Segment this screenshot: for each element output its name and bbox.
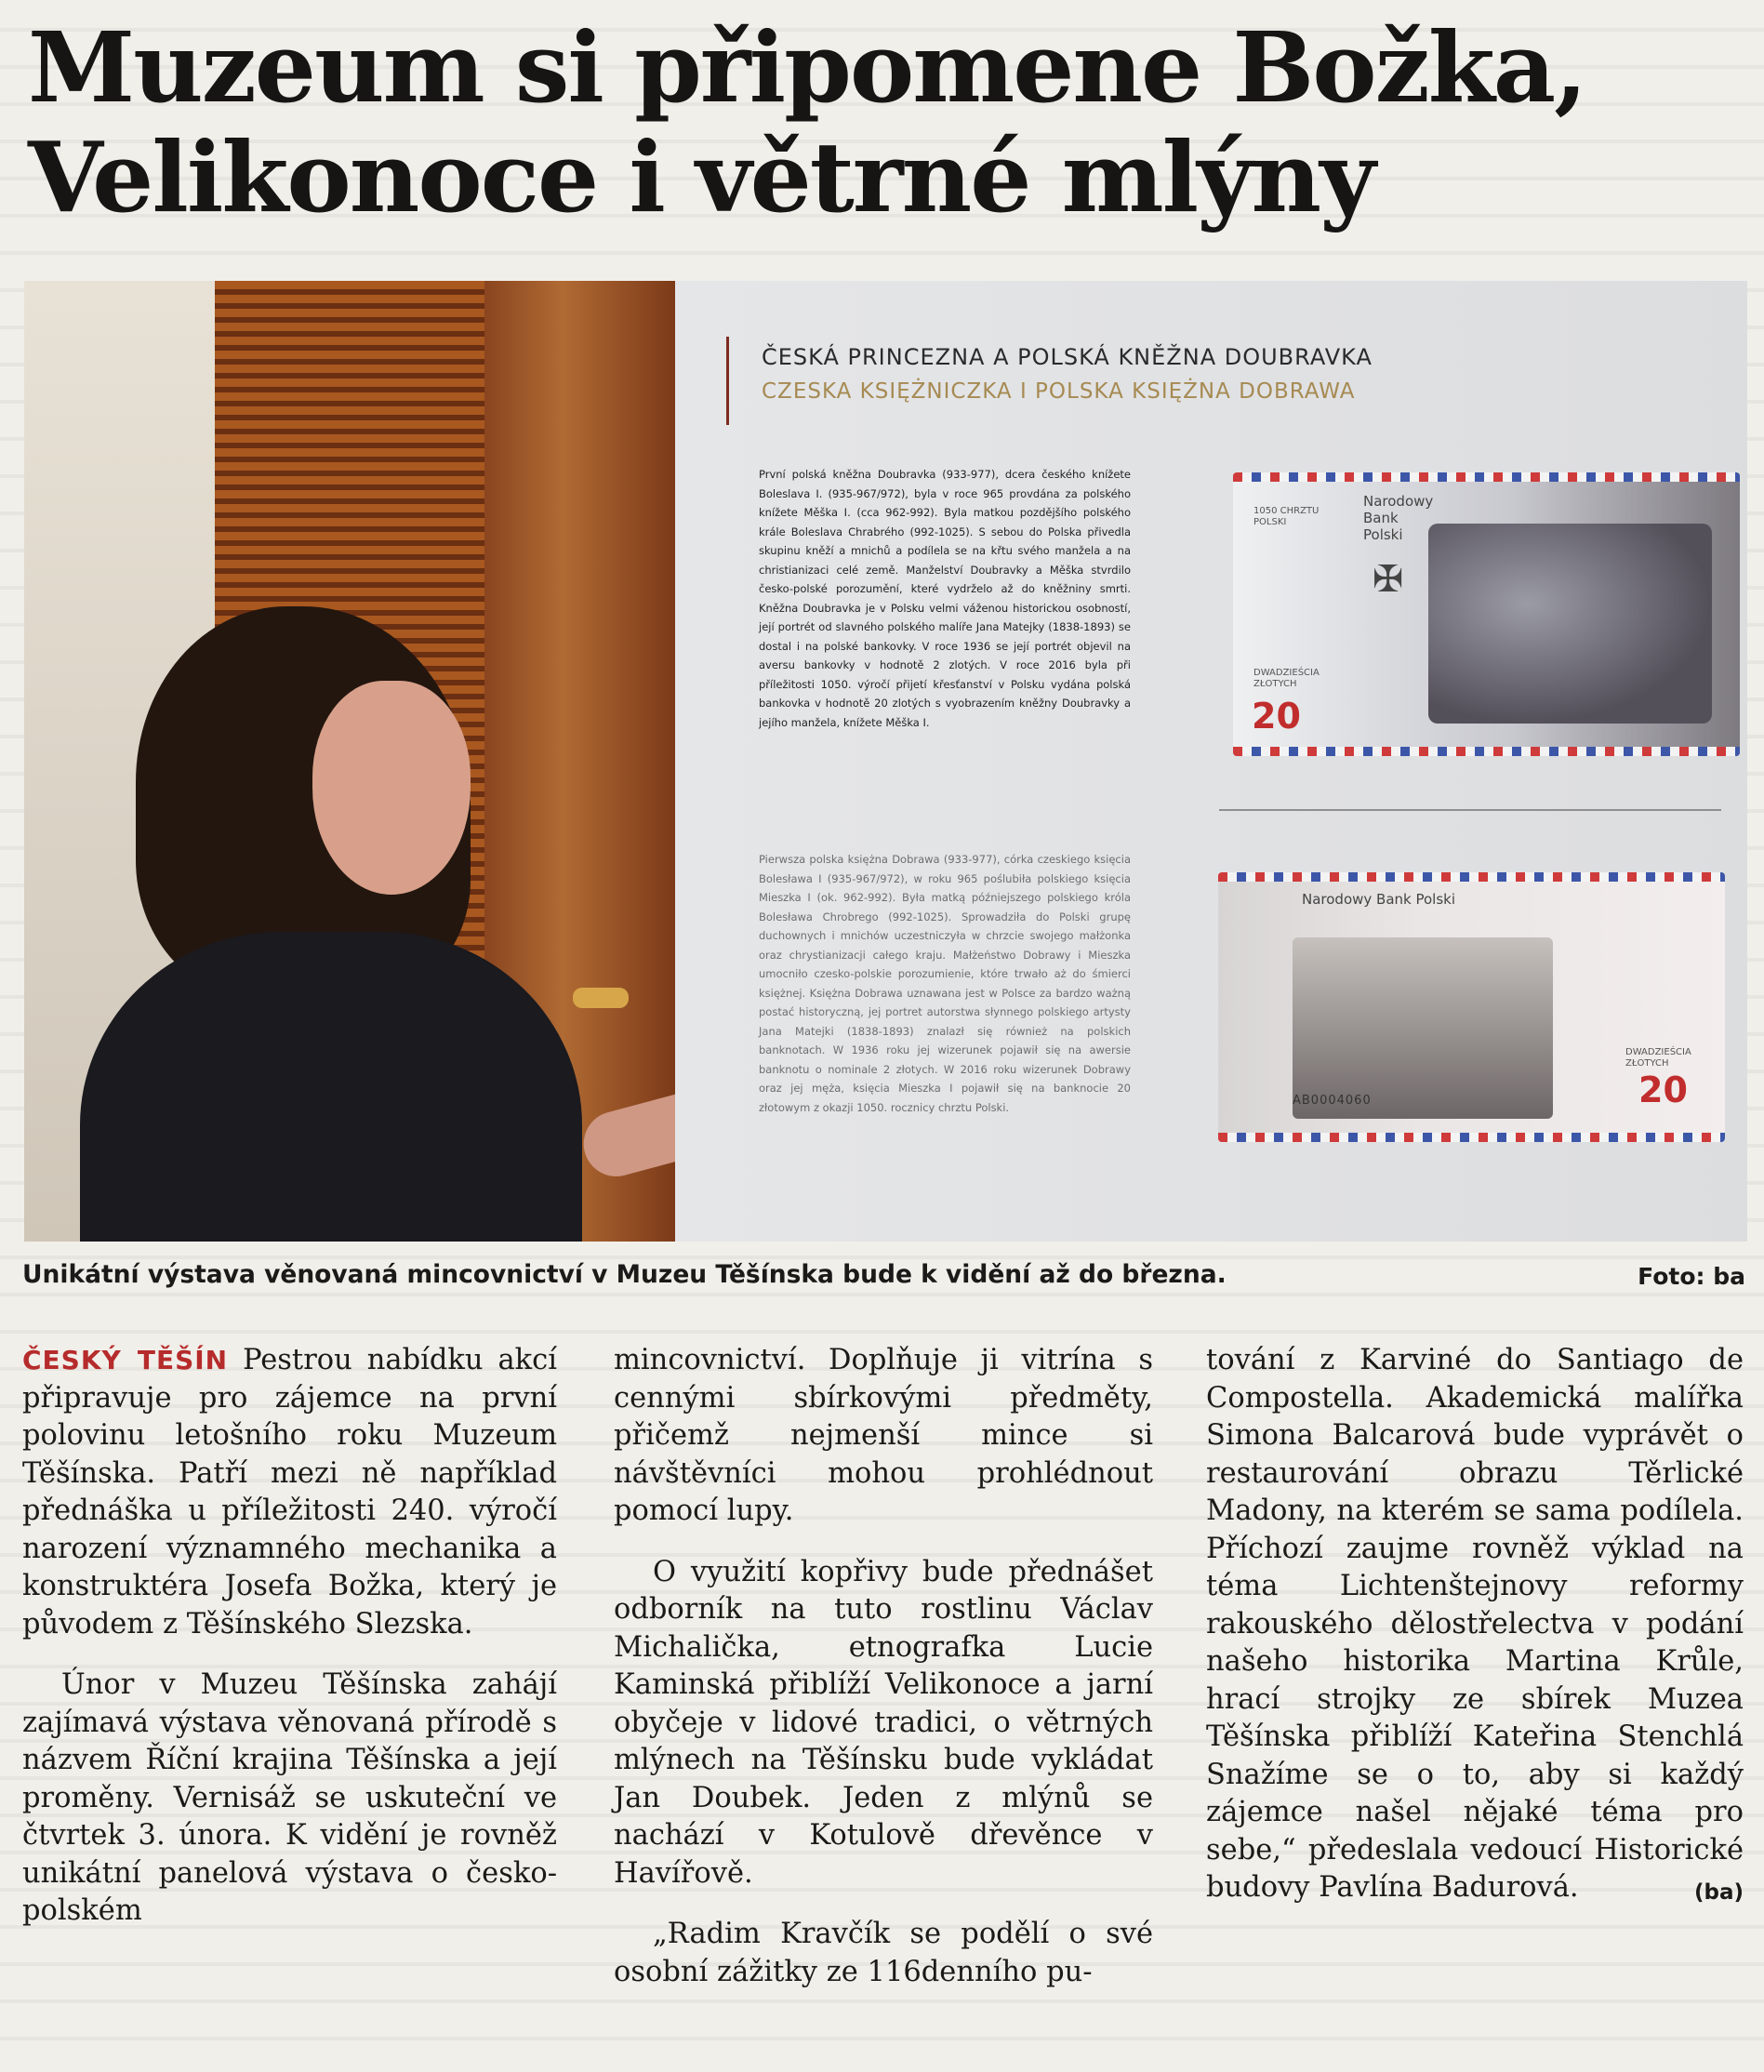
headline [28, 10, 1757, 234]
paragraph: tování z Karviné do Santiago de Compostella. Akademická malířka Simona Balcarová bude vyprávět o restaurování obrazu Těrlické Madony, na kterém se sama podílela. Příchozí zaujme rovněž výklad na téma Lichtenštejnovy reformy rakouského dělostřelectva v podání našeho historika Martina Krůle, hrací strojky ze sbírek Muzea Těšínska přiblíží Kateřina Stenchlá Snažíme se o to, aby si každý zájemce našel nějaké téma pro sebe,“ předeslala vedoucí Historické budovy Pavlína Badurová. [1206, 1344, 1744, 1904]
dateline: ČESKÝ TĚŠÍN [22, 1345, 229, 1375]
paragraph: O využití kopřivy bude přednášet odborník na tuto rostlinu Václav Michalička, etnografka Lucie Kaminská přiblíží Velikonoce a jarní obyčeje v lidové tradici, o větrných mlýnech na Těšínsku bude vykládat Jan Doubek. Jeden z mlýnů se nachází v Kotulově dřevěnce v Havířově. [614, 1555, 1153, 1890]
panel-divider [1219, 809, 1721, 811]
banknote-back [1218, 872, 1725, 1142]
exhibition-panel [675, 281, 1747, 1242]
banknote-serial: AB0004060 [1293, 1094, 1372, 1108]
headline-line-2: Velikonoce i větrné mlýny [28, 120, 1374, 234]
banknote-portraits [1428, 524, 1712, 724]
banknote-front [1233, 472, 1740, 756]
article-photo [24, 281, 1747, 1242]
banknote-denomination-text: DWADZIEŚCIA ZŁOTYCH [1253, 668, 1320, 689]
article-column-1 [22, 1342, 557, 1931]
banknote-church-illustration [1293, 937, 1553, 1119]
paragraph-text: Pestrou nabídku akcí připravuje pro zájemce na první polovinu letošního roku Muzeum Těšínska. Patří mezi ně například přednáška u příležitosti 240. výročí narození významného mechanika a konstruktéra Josefa Božka, který je původem z Těšínského Slezska. [22, 1344, 557, 1640]
woman-figure [80, 932, 582, 1242]
author-signature: (ba) [1693, 1879, 1744, 1905]
headline-line-1: Muzeum si připomene Božka, [28, 10, 1586, 125]
banknote-value: 20 [1252, 696, 1301, 737]
photo-caption: Unikátní výstava věnovaná mincovnictví v Muzeu Těšínska bude k vidění až do března. [22, 1260, 1227, 1289]
photo-credit: Foto: ba [1638, 1263, 1745, 1290]
paragraph: „Radim Kravčík se podělí o své osobní zážitky ze 116denního pu- [614, 1918, 1153, 1988]
paragraph [22, 1342, 557, 1643]
banknote-bank-name: Narodowy Bank Polski [1363, 493, 1434, 543]
article-column-3 [1206, 1342, 1744, 1911]
article-column-2 [614, 1342, 1153, 1991]
panel-subtitle: CZESKA KSIĘŻNICZKA I POLSKA KSIĘŻNA DOBRAWA [762, 379, 1356, 404]
panel-title: ČESKÁ PRINCEZNA A POLSKÁ KNĚŽNA DOUBRAVKA [762, 344, 1373, 370]
paragraph: mincovnictví. Doplňuje ji vitrína s cennými sbírkovými předměty, přičemž nejmenší mince si návštěvníci mohou prohlédnout pomocí lupy. [614, 1344, 1153, 1527]
panel-text-polish: Pierwsza polska księżna Dobrawa (933-977), córka czeskiego księcia Bolesława I (935-967/972), w roku 965 poślubiła polskiego księcia Mieszka I (ok. 962-992). Była matką późniejszego polskiego króla Bolesława Chrobrego (992-1025). Sprowadziła do Polski grupę duchownych i mnichów uczestniczyła w chrzcie swojego małżonka oraz chrystianizacji całego kraju. Małżeństwo Dobrawy i Mieszka umocniło czesko-polskie porozumienie, które trwało aż do śmierci księżnej. Księżna Dobrawa uznawana jest w Polsce za bardzo ważną postać historyczną, jej portret autorstwa słynnego polskiego artysty Jana Matejki (1838-1893) znalazł się również na polskich banknotach. W 1936 roku jej wizerunek pojawił się na awersie banknotu o nominale 2 złotych. W 2016 roku wizerunek Dobrawy oraz jej męża, księcia Mieszka I pojawił się na banknocie 20 złotowym z okazji 1050. rocznicy chrztu Polski. [759, 853, 1131, 1114]
door-handle [573, 988, 629, 1008]
panel-text-czech: První polská kněžna Doubravka (933-977), dcera českého knížete Boleslava I. (935-967/972), byla v roce 965 provdána za polského knížete Měška I. (cca 962-992). Byla matkou pozdějšího polského krále Boleslava Chrabrého (992-1025). S sebou do Polska přivedla skupinu kněží a mnichů a podílela se na křtu svého manžela a na christianizaci celé země. Manželství Doubravky a Měška stvrdilo česko-polské porozumění, které vydrželo až do kněžniny smrti. Kněžna Doubravka je v Polsku velmi váženou historickou osobností, její portrét od slavného polského malíře Jana Matejky (1838-1893) se dostal i na polské bankovky. V roce 1936 se její portrét objevil na aversu bankovky v hodnotě 2 zlotých. V roce 2016 byla při příležitosti 1050. výročí přijetí křesťanství v Polsku vydána polská bankovka v hodnotě 20 zlotých s vyobrazením kněžny Doubravky a jejího manžela, knížete Měška I. [759, 468, 1131, 729]
banknote-back-bank-name: Narodowy Bank Polski [1302, 891, 1456, 908]
banknote-back-denomination-text: DWADZIEŚCIA ZŁOTYCH [1625, 1047, 1691, 1069]
banknote-badge: 1050 CHRZTU POLSKI [1253, 506, 1320, 527]
woman-face [312, 681, 471, 895]
eagle-emblem-icon: ✠ [1373, 558, 1404, 601]
paragraph: Únor v Muzeu Těšínska zahájí zajímavá výstava věnovaná přírodě s názvem Říční krajina Těšínska a její proměny. Vernisáž se uskuteční ve čtvrtek 3. února. K vidění je rovněž unikátní panelová výstava o česko-polském [22, 1668, 557, 1927]
banknote-back-value: 20 [1638, 1069, 1688, 1110]
panel-accent-rule [726, 337, 729, 425]
